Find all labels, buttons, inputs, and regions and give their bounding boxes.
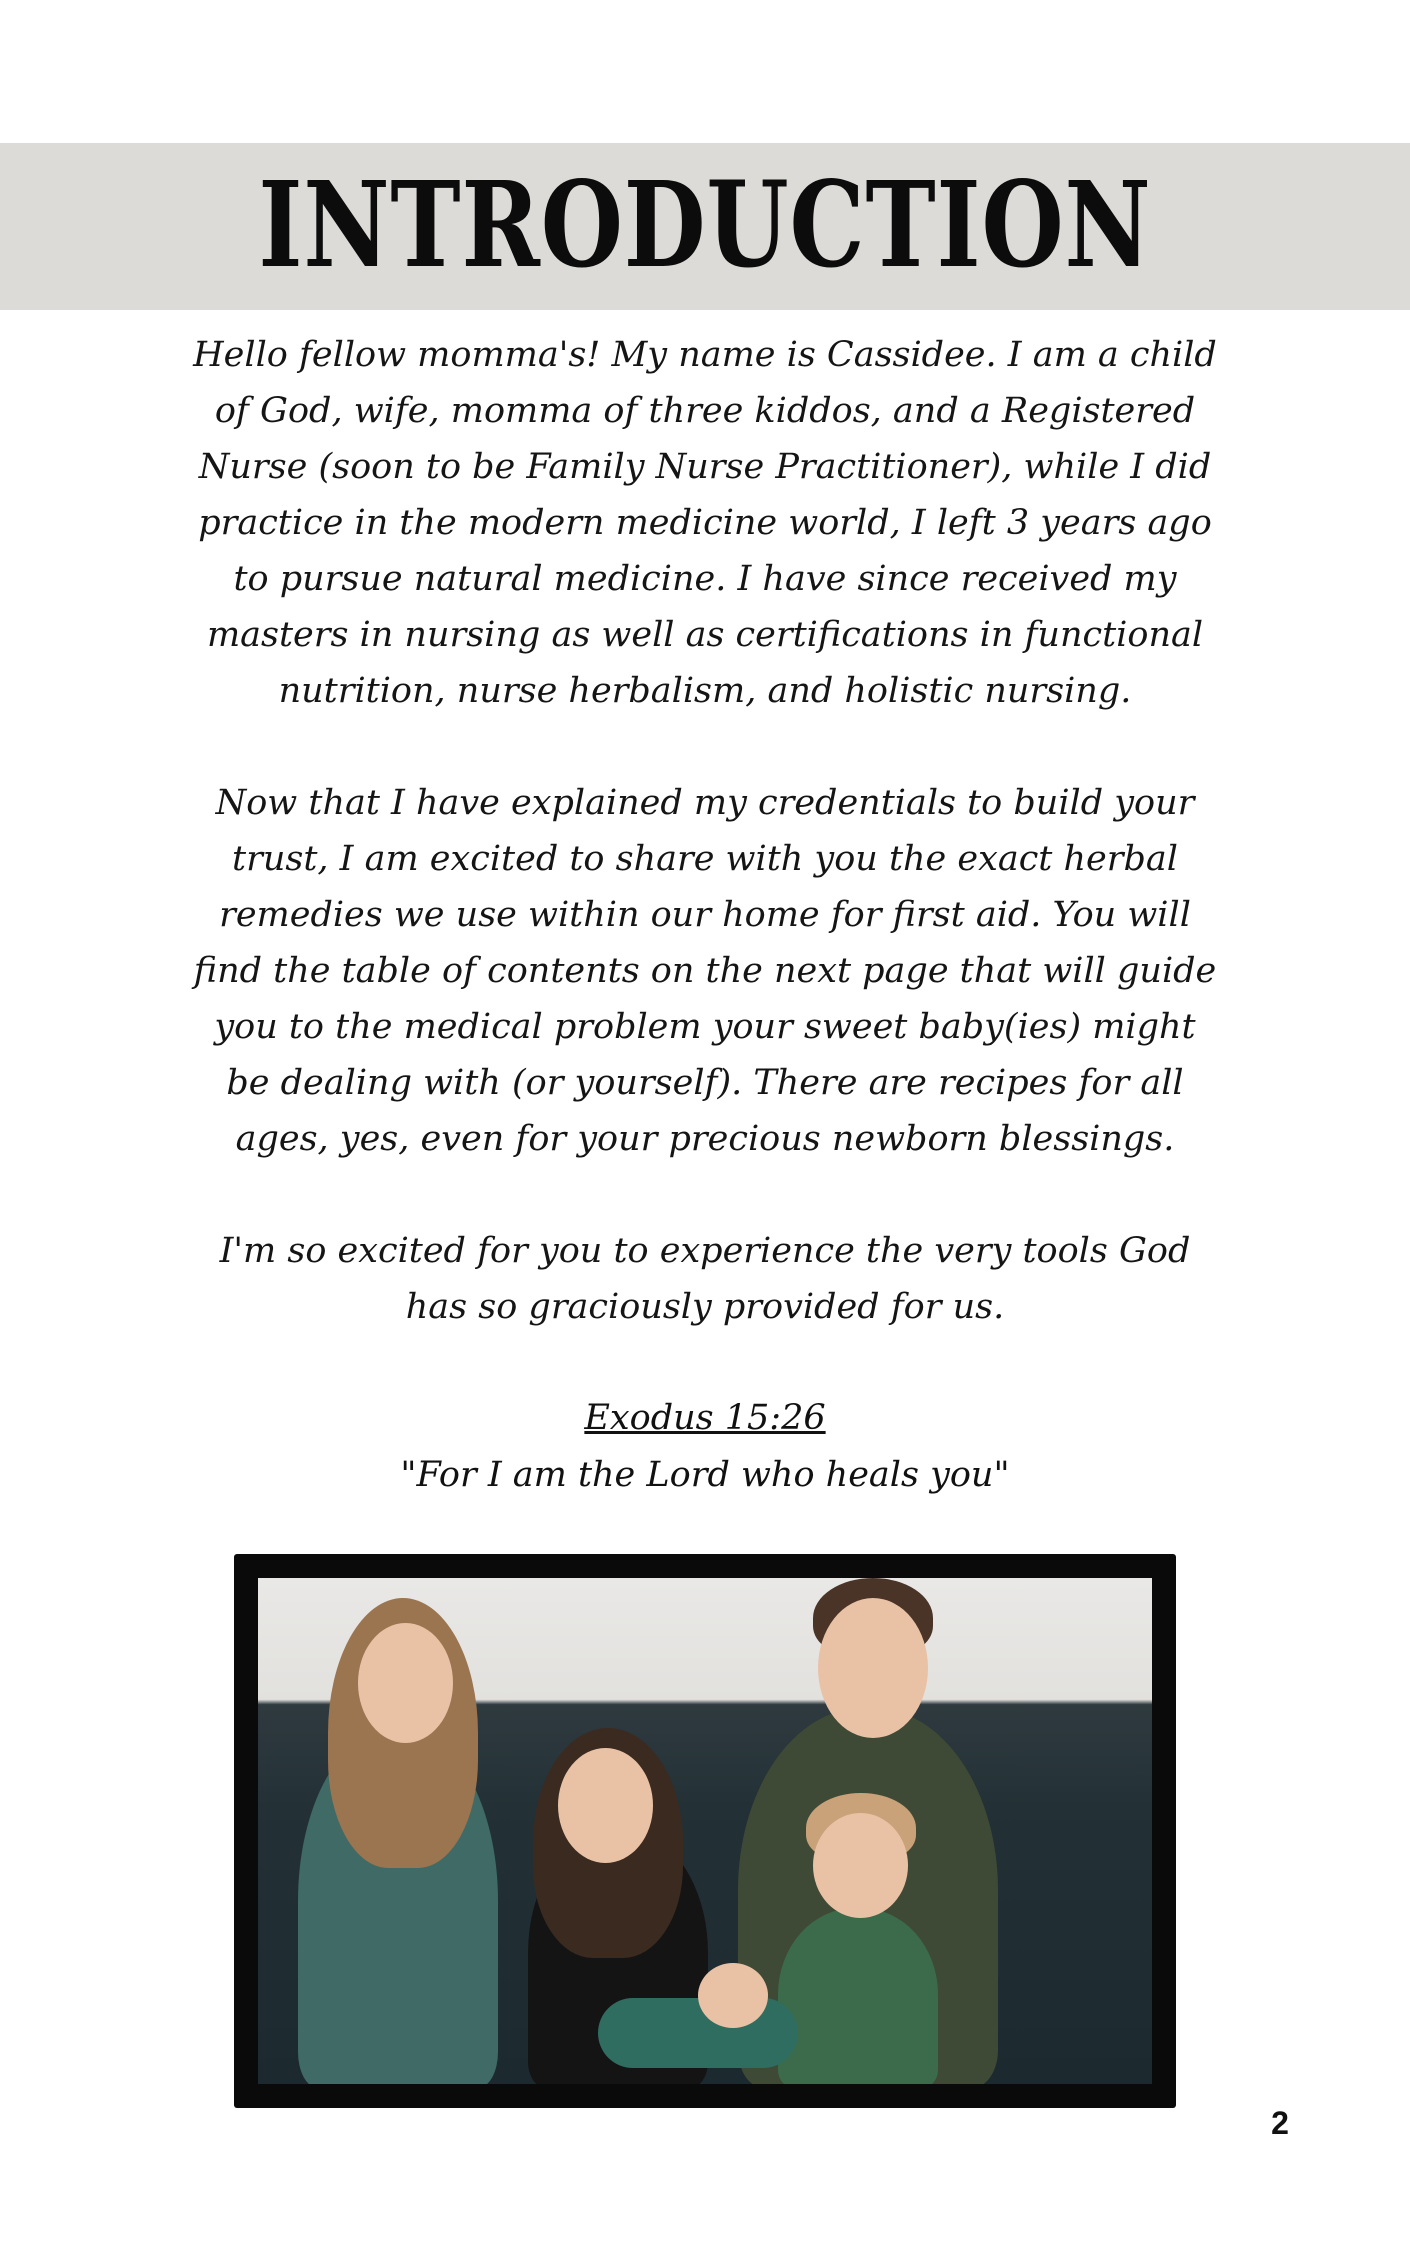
photo-face-daughter [558,1748,653,1863]
photo-face-mother [358,1623,453,1743]
page-title: INTRODUCTION [258,155,1152,294]
family-photo-frame [234,1554,1176,2108]
intro-paragraph-2: Now that I have explained my credentials to build your trust, I am excited to share with you the exact herbal remedies we use within our home for first aid. You will find the table of contents on the next page that will guide you to the medical problem your sweet baby(ies) might be dealing with (or yourself). There are recipes for all ages, yes, even for your precious newborn blessings. [193,783,1217,1159]
verse-quote: "For I am the Lord who heals you" [400,1455,1010,1495]
intro-paragraph-1: Hello fellow momma's! My name is Cassidee. I am a child of God, wife, momma of three kiddos, and a Registered Nurse (soon to be Family Nurse Practitioner), while I did practice in the modern medicine world, I left 3 years ago to pursue natural medicine. I have since received my masters in nursing as well as certifications in functional nutrition, nurse herbalism, and holistic nursing. [193,335,1217,711]
photo-face-father [818,1598,928,1738]
photo-face-newborn [698,1963,768,2028]
family-photo [258,1578,1152,2084]
page-number: 2 [1271,2105,1289,2141]
verse-reference: Exodus 15:26 [584,1398,826,1438]
photo-figure-newborn [598,1998,798,2068]
intro-paragraph-3: I'm so excited for you to experience the very tools God has so graciously provided for us. [219,1231,1191,1327]
photo-figure-toddler [778,1908,938,2084]
photo-face-toddler [813,1813,908,1918]
